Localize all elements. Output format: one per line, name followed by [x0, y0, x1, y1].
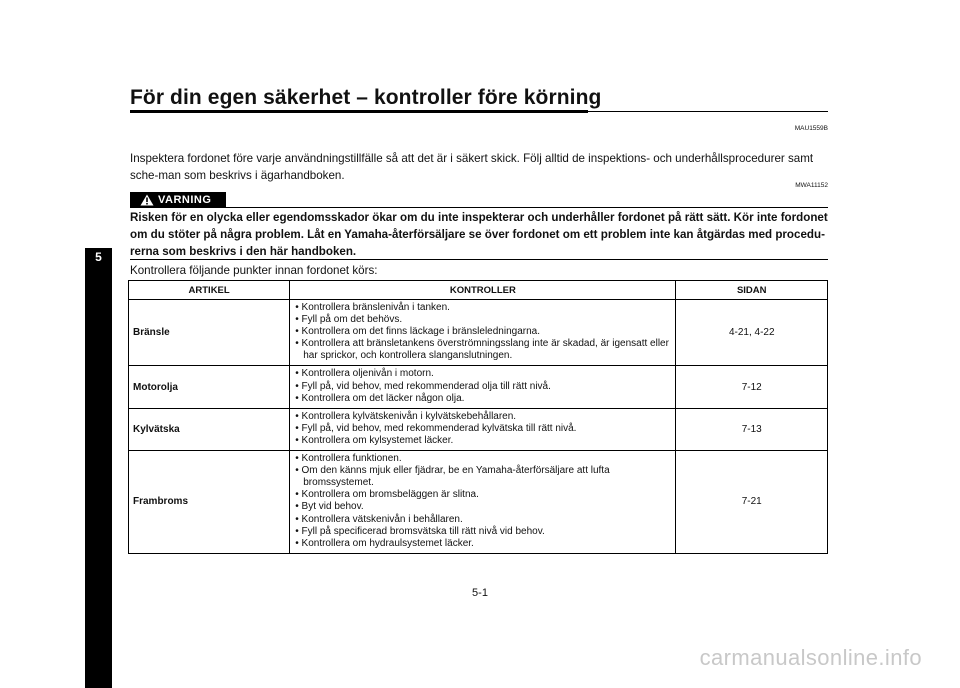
row-artikel: Frambroms — [129, 451, 290, 554]
row-artikel: Kylvätska — [129, 408, 290, 450]
warning-triangle-icon — [140, 194, 154, 206]
checklist-lead: Kontrollera följande punkter innan fordonet körs: — [130, 264, 378, 277]
title-rule-thin — [588, 111, 828, 112]
list-item: • Kontrollera om bromsbeläggen är slitna. — [295, 489, 670, 501]
list-item: • Fyll på om det behövs. — [295, 314, 670, 326]
list-item: • Om den känns mjuk eller fjädrar, be en Yamaha-återförsäljare att lufta bromssystemet. — [295, 465, 670, 489]
row-artikel: Bränsle — [129, 300, 290, 366]
table-row — [129, 366, 828, 408]
list-item: • Kontrollera funktionen. — [295, 453, 670, 465]
table-header-row — [129, 281, 828, 300]
list-item: • Byt vid behov. — [295, 501, 670, 513]
title-rule-thick — [130, 110, 588, 113]
list-item: • Kontrollera oljenivån i motorn. — [295, 368, 670, 380]
list-item: • Kontrollera vätskenivån i behållaren. — [295, 514, 670, 526]
warning-text: Risken för en olycka eller egendomsskador ökar om du inte inspekterar och underhåller fordonet på rätt sätt. Kör inte fordonet om du stöter på några problem. Låt en Yamaha-återförsäljare se över fordonet om ett problem inte kan åtgärdas med procedu-rerna som beskrivs i den här handboken. — [130, 211, 828, 258]
list-item: • Kontrollera om kylsystemet läcker. — [295, 435, 670, 447]
table-row — [129, 300, 828, 366]
warning-rule-top — [226, 207, 828, 208]
list-item: • Kontrollera bränslenivån i tanken. — [295, 302, 670, 314]
list-item: • Kontrollera att bränsletankens överströmningsslang inte är skadad, är igensatt eller har sprickor, och kontrollera slanganslutningen. — [295, 338, 670, 362]
list-item: • Kontrollera om hydraulsystemet läcker. — [295, 538, 670, 550]
header-sidan: SIDAN — [676, 281, 828, 300]
list-item: • Kontrollera om det finns läckage i bränsleledningarna. — [295, 326, 670, 338]
row-sidan: 7-21 — [676, 451, 828, 554]
row-artikel: Motorolja — [129, 366, 290, 408]
row-kontroller — [290, 300, 676, 366]
watermark: carmanualsonline.info — [699, 645, 922, 670]
row-kontroller — [290, 366, 676, 408]
row-sidan: 7-12 — [676, 366, 828, 408]
table-row — [129, 451, 828, 554]
row-kontroller — [290, 408, 676, 450]
list-item: • Fyll på specificerad bromsvätska till rätt nivå vid behov. — [295, 526, 670, 538]
reference-code: MAU1559B — [794, 125, 828, 132]
list-item: • Kontrollera om det läcker någon olja. — [295, 393, 670, 405]
intro-paragraph: Inspektera fordonet före varje användningstillfälle så att det är i säkert skick. Följ alltid de inspektions- och underhållsprocedurer samt sche-man som beskrivs i ägarhandboken. — [130, 152, 814, 182]
header-kontroller: KONTROLLER — [290, 281, 676, 300]
header-artikel: ARTIKEL — [129, 281, 290, 300]
page-title: För din egen säkerhet – kontroller före körning — [130, 86, 602, 109]
row-sidan: 7-13 — [676, 408, 828, 450]
chapter-tab-number: 5 — [95, 250, 102, 264]
row-sidan: 4-21, 4-22 — [676, 300, 828, 366]
warning-reference-code: MWA11152 — [795, 182, 828, 189]
row-kontroller — [290, 451, 676, 554]
list-item: • Fyll på, vid behov, med rekommenderad kylvätska till rätt nivå. — [295, 423, 670, 435]
page-number: 5-1 — [472, 587, 488, 599]
list-item: • Kontrollera kylvätskenivån i kylvätskebehållaren. — [295, 411, 670, 423]
list-item: • Fyll på, vid behov, med rekommenderad olja till rätt nivå. — [295, 381, 670, 393]
table-row — [129, 408, 828, 450]
chapter-tab — [85, 248, 112, 688]
warning-rule-bottom — [130, 259, 828, 260]
warning-badge — [130, 192, 226, 208]
warning-label: VARNING — [158, 194, 212, 206]
inspection-table — [128, 280, 828, 554]
